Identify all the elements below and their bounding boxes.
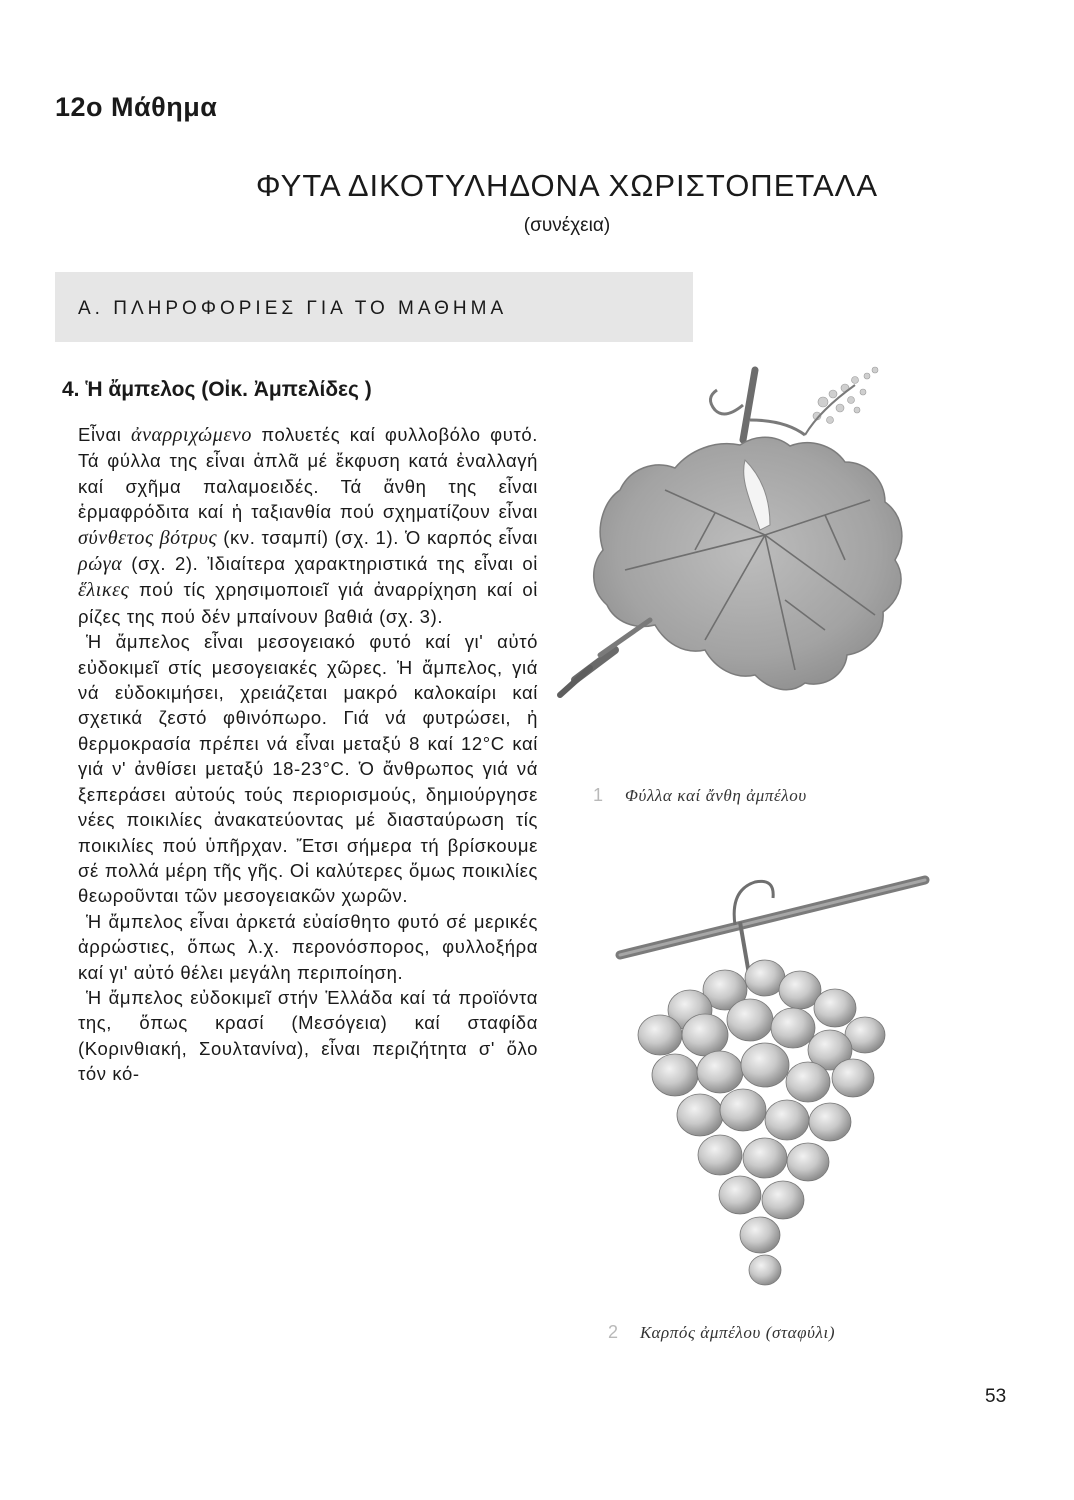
term-italic: ρώγα <box>78 553 123 576</box>
term-italic: ἕλικες <box>78 579 130 602</box>
lesson-label: 12ο Μάθημα <box>55 92 218 122</box>
figure-caption-text: Φύλλα καί ἄνθη ἀμπέλου <box>625 786 807 805</box>
body-text <box>78 422 538 1087</box>
grape-bunch-illustration <box>615 860 945 1290</box>
chapter-title: ΦΥΤΑ ΔΙΚΟΤΥΛΗΔΟΝΑ ΧΩΡΙΣΤΟΠΕΤΑΛΑ <box>255 168 879 203</box>
figure-1-caption <box>593 785 807 806</box>
text-run: Εἶναι <box>78 424 131 445</box>
paragraph-2: Ἡ ἄμπελος εἶναι μεσογειακό φυτό καί γι' αὐτό εὐδοκιμεῖ στίς μεσογειακές χῶρες. Ἡ ἄμπελος, γιά νά εὐδοκιμήσει, χρειάζεται μακρό καλοκαίρι καί σχετικά ζεστό φθινόπωρο. Γιά νά φυτρώσει, ἡ θερμοκρασία πρέπει νά εἶναι μεταξύ 8 καί 12°C καί γιά ν' ἀνθίσει μεταξύ 18-23°C. Ὁ ἄνθρωπος γιά νά ξεπεράσει αὐτούς τούς περιορισμούς, δημιούργησε νέες ποικιλίες ἀνακατεύοντας μέ διασταύρωση τίς ποικιλίες πού ὑπῆρχαν. Ἔτσι σήμερα τή βρίσκουμε σέ πολλά μέρη τῆς γῆς. Οἱ καλύτερες ὅμως ποικιλίες θεωροῦνται τῶν μεσογειακῶν χωρῶν. <box>78 631 538 907</box>
figure-number: 2 <box>608 1322 619 1342</box>
figure-caption-text: Καρπός ἀμπέλου (σταφύλι) <box>640 1323 836 1342</box>
term-italic: σύνθετος βότρυς <box>78 526 218 549</box>
chapter-subtitle: (συνέχεια) <box>523 215 611 236</box>
figure-2-caption <box>608 1322 835 1343</box>
text-run: πού τίς χρησιμοποιεῖ γιά ἀναρρίχηση καί οἱ ρίζες της πού δέν μπαίνουν βαθιά (σχ. 3). <box>78 579 538 627</box>
paragraph-4: Ἡ ἄμπελος εὐδοκιμεῖ στήν Ἑλλάδα καί τά προϊόντα της, ὅπως κρασί (Μεσόγεια) καί σταφίδα (Κορινθιακή, Σουλτανίνα), εἶναι περιζήτητα σ' ὅλο τόν κό- <box>78 986 538 1085</box>
section-heading: Α. ΠΛΗΡΟΦΟΡΙΕΣ ΓΙΑ ΤΟ ΜΑΘΗΜΑ <box>78 298 508 319</box>
term-italic: ἀναρριχώμενο <box>130 424 252 446</box>
text-run: πολυετές καί φυλλοβόλο φυτό. Τά φύλλα της εἶναι ἁπλᾶ μέ ἔκφυση κατά ἐναλλαγή καί σχῆμα παλαμοειδές. Τά ἄνθη της εἶναι ἑρμαφρόδιτα καί ἡ ταξιανθία πού σχηματίζουν εἶναι <box>78 424 538 523</box>
text-run: (κν. τσαμπί) (σχ. 1). Ὁ καρπός εἶναι <box>217 526 538 548</box>
paragraph-1 <box>78 422 538 629</box>
vine-leaf-illustration <box>555 350 945 750</box>
paragraph-3: Ἡ ἄμπελος εἶναι ἀρκετά εὐαίσθητο φυτό σέ μερικές ἀρρώστιες, ὅπως λ.χ. περονόσπορος, φυλλοξήρα καί γι' αὐτό θέλει μεγάλη περιποίηση. <box>78 910 538 983</box>
topic-heading: 4. Ἡ ἄμπελος (Οἰκ. Ἀμπελίδες ) <box>62 378 372 401</box>
figure-number: 1 <box>593 785 604 805</box>
page-number: 53 <box>985 1386 1007 1407</box>
text-run: (σχ. 2). Ἰδιαίτερα χαρακτηριστικά της εἶναι οἱ <box>122 553 538 575</box>
